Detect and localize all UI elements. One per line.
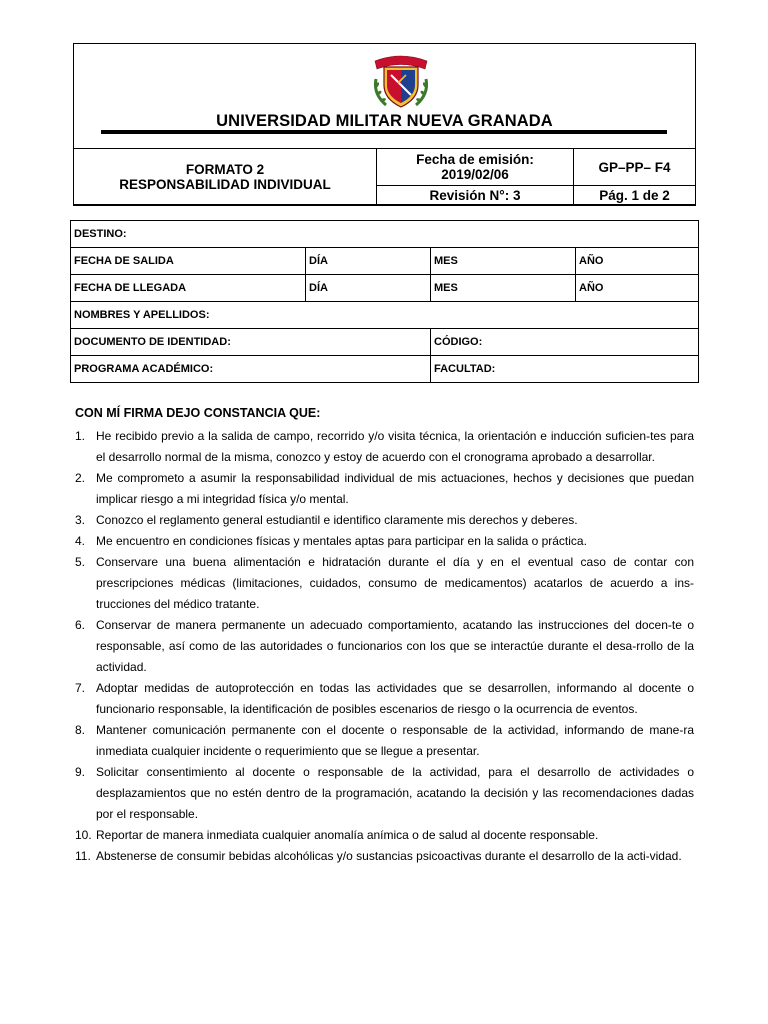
list-item bbox=[75, 615, 694, 678]
document-code: GP–PP– F4 bbox=[574, 149, 696, 186]
issue-date-cell bbox=[377, 149, 574, 186]
arrival-year-field[interactable]: AÑO bbox=[576, 275, 699, 302]
page-number: Pág. 1 de 2 bbox=[574, 186, 696, 206]
departure-month-field[interactable]: MES bbox=[431, 248, 576, 275]
list-item bbox=[75, 762, 694, 825]
item-number: 5. bbox=[75, 555, 86, 569]
item-text: Conozco el reglamento general estudiantil e identifico claramente mis derechos y deberes. bbox=[96, 513, 578, 527]
item-text: Mantener comunicación permanente con el docente o responsable de la actividad, informando de mane-ra inmediata cualquier incidente o requerimiento que se llegue a presentar. bbox=[96, 723, 694, 758]
item-number: 11. bbox=[75, 849, 91, 863]
item-number: 4. bbox=[75, 534, 86, 548]
item-number: 8. bbox=[75, 723, 86, 737]
item-text: Me encuentro en condiciones físicas y mentales aptas para participar en la salida o práctica. bbox=[96, 534, 587, 548]
departure-date-label: FECHA DE SALIDA bbox=[71, 248, 306, 275]
list-item bbox=[75, 825, 694, 846]
list-item bbox=[75, 678, 694, 720]
document-header bbox=[73, 43, 696, 205]
title-rule bbox=[101, 130, 667, 134]
list-item bbox=[75, 846, 694, 867]
university-title: UNIVERSIDAD MILITAR NUEVA GRANADA bbox=[216, 112, 553, 130]
format-title: RESPONSABILIDAD INDIVIDUAL bbox=[119, 177, 331, 192]
header-table bbox=[73, 148, 696, 206]
item-text: Solicitar consentimiento al docente o responsable de la actividad, para el desarrollo de actividades o desplazamientos que no estén dentro de la programación, acatando la decisión y las recomendaciones dadas por el responsable. bbox=[96, 765, 694, 821]
item-text: Adoptar medidas de autoprotección en todas las actividades que se desarrollen, informando al docente o funcionario responsable, la identificación de posibles escenarios de riesgo o la ocurrencia de eventos. bbox=[96, 681, 694, 716]
list-item bbox=[75, 552, 694, 615]
departure-day-field[interactable]: DÍA bbox=[306, 248, 431, 275]
departure-year-field[interactable]: AÑO bbox=[576, 248, 699, 275]
item-text: Abstenerse de consumir bebidas alcohólicas y/o sustancias psicoactivas durante el desarrollo de la acti-vidad. bbox=[96, 849, 682, 863]
issue-date-value: 2019/02/06 bbox=[441, 167, 509, 182]
item-number: 10. bbox=[75, 828, 92, 842]
item-number: 9. bbox=[75, 765, 86, 779]
item-text: Me comprometo a asumir la responsabilidad individual de mis actuaciones, hechos y decisiones que puedan implicar riesgo a mi integridad física y/o mental. bbox=[96, 471, 694, 506]
item-number: 6. bbox=[75, 618, 86, 632]
item-text: Conservare una buena alimentación e hidratación durante el día y en el eventual caso de contar con prescripciones médicas (limitaciones, cuidados, consumo de medicamentos) acatarlos de acuerdo a ins-trucciones del médico tratante. bbox=[96, 555, 694, 611]
arrival-month-field[interactable]: MES bbox=[431, 275, 576, 302]
list-item bbox=[75, 531, 694, 552]
item-number: 2. bbox=[75, 471, 86, 485]
item-number: 7. bbox=[75, 681, 86, 695]
format-number: FORMATO 2 bbox=[185, 162, 265, 177]
issue-date-label: Fecha de emisión: bbox=[416, 152, 534, 167]
item-number: 3. bbox=[75, 513, 86, 527]
list-item bbox=[75, 510, 694, 531]
declaration-heading: CON MÍ FIRMA DEJO CONSTANCIA QUE: bbox=[75, 406, 321, 420]
format-name-cell bbox=[74, 149, 377, 206]
traveler-info-table bbox=[70, 220, 699, 383]
arrival-date-label: FECHA DE LLEGADA bbox=[71, 275, 306, 302]
list-item bbox=[75, 720, 694, 762]
arrival-day-field[interactable]: DÍA bbox=[306, 275, 431, 302]
item-text: Conservar de manera permanente un adecuado comportamiento, acatando las instrucciones del docen-te o responsable, así como de las autoridades o funcionarios con los que se interactúe durante el desa-rrollo de la actividad. bbox=[96, 618, 694, 674]
declaration-list bbox=[75, 426, 694, 867]
list-item bbox=[75, 426, 694, 468]
item-number: 1. bbox=[75, 429, 86, 443]
item-text: Reportar de manera inmediata cualquier anomalía anímica o de salud al docente responsable. bbox=[96, 828, 599, 842]
revision-number: Revisión N°: 3 bbox=[377, 186, 574, 206]
university-crest-icon bbox=[370, 49, 432, 111]
academic-program-field[interactable]: PROGRAMA ACADÉMICO: bbox=[71, 356, 431, 383]
code-field[interactable]: CÓDIGO: bbox=[431, 329, 699, 356]
destination-field[interactable]: DESTINO: bbox=[71, 221, 699, 248]
item-text: He recibido previo a la salida de campo, recorrido y/o visita técnica, la orientación e inducción suficien-tes para el desarrollo normal de la misma, conozco y estoy de acuerdo con el cronograma aprobado a desarrollar. bbox=[96, 429, 694, 464]
list-item bbox=[75, 468, 694, 510]
faculty-field[interactable]: FACULTAD: bbox=[431, 356, 699, 383]
id-document-field[interactable]: DOCUMENTO DE IDENTIDAD: bbox=[71, 329, 431, 356]
full-name-field[interactable]: NOMBRES Y APELLIDOS: bbox=[71, 302, 699, 329]
